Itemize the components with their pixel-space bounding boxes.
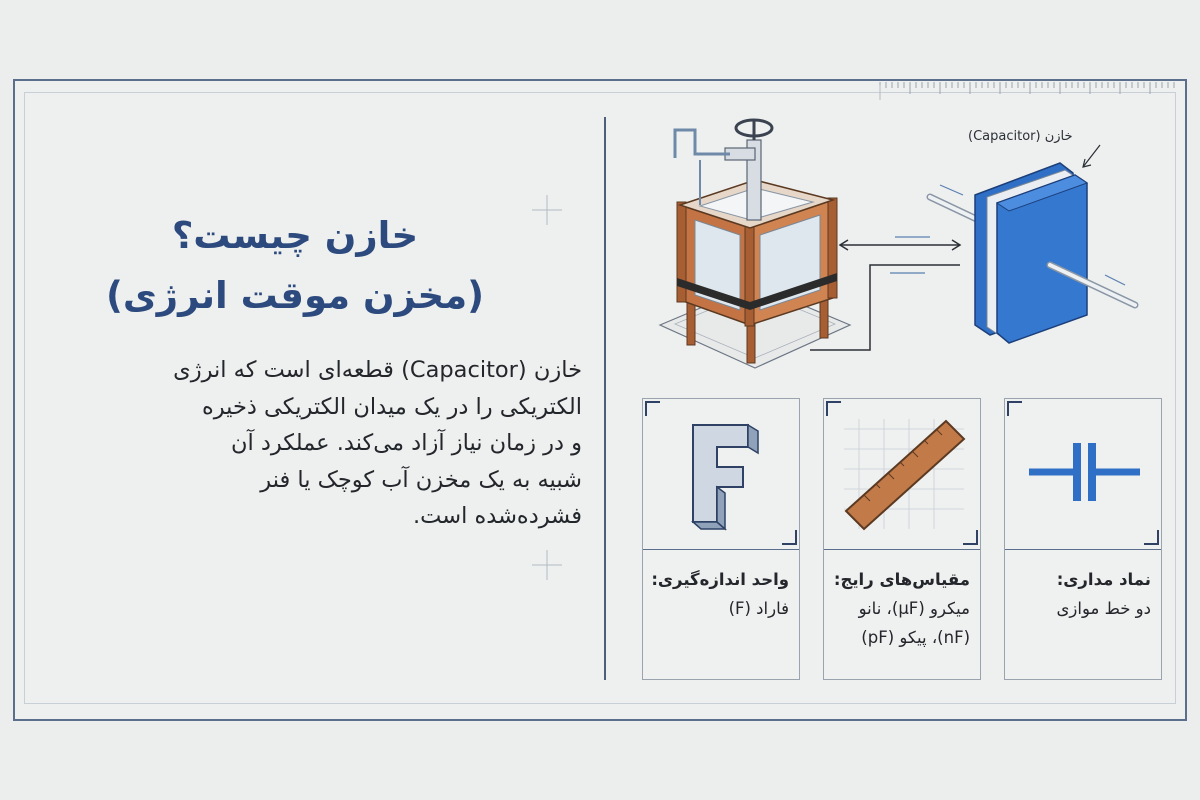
- corner-bracket: [827, 402, 841, 416]
- title-line-1: خازن چیست؟: [171, 214, 419, 257]
- corner-bracket: [782, 530, 796, 544]
- description-line: فشرده‌شده است.: [412, 503, 582, 529]
- card-heading: مقیاس‌های رایج:: [833, 570, 970, 589]
- corner-bracket: [963, 530, 977, 544]
- description-line: الکتریکی را در یک میدان الکتریکی ذخیره: [201, 393, 582, 420]
- corner-bracket: [1008, 402, 1022, 416]
- card-line: دو خط موازی: [1056, 599, 1151, 618]
- corner-bracket: [646, 402, 660, 416]
- card-line: (nF)، پیکو (pF): [861, 628, 970, 647]
- description-line: شبیه به یک مخزن آب کوچک یا فنر: [260, 466, 582, 493]
- card-heading: نماد مداری:: [1056, 570, 1151, 589]
- corner-bracket: [1144, 530, 1158, 544]
- description-line: خازن (Capacitor) قطعه‌ای است که انرژی: [173, 357, 582, 383]
- capacitor-label: (Capacitor) خازن: [968, 129, 1073, 144]
- card-line: میکرو (μF)، نانو: [858, 599, 970, 618]
- title-line-2: (مخزن موقت انرژی): [105, 274, 485, 317]
- card-heading: واحد اندازه‌گیری:: [651, 570, 789, 589]
- description-line: و در زمان نیاز آزاد می‌کند. عملکرد آن: [230, 430, 582, 456]
- card-line: فاراد (F): [728, 599, 789, 618]
